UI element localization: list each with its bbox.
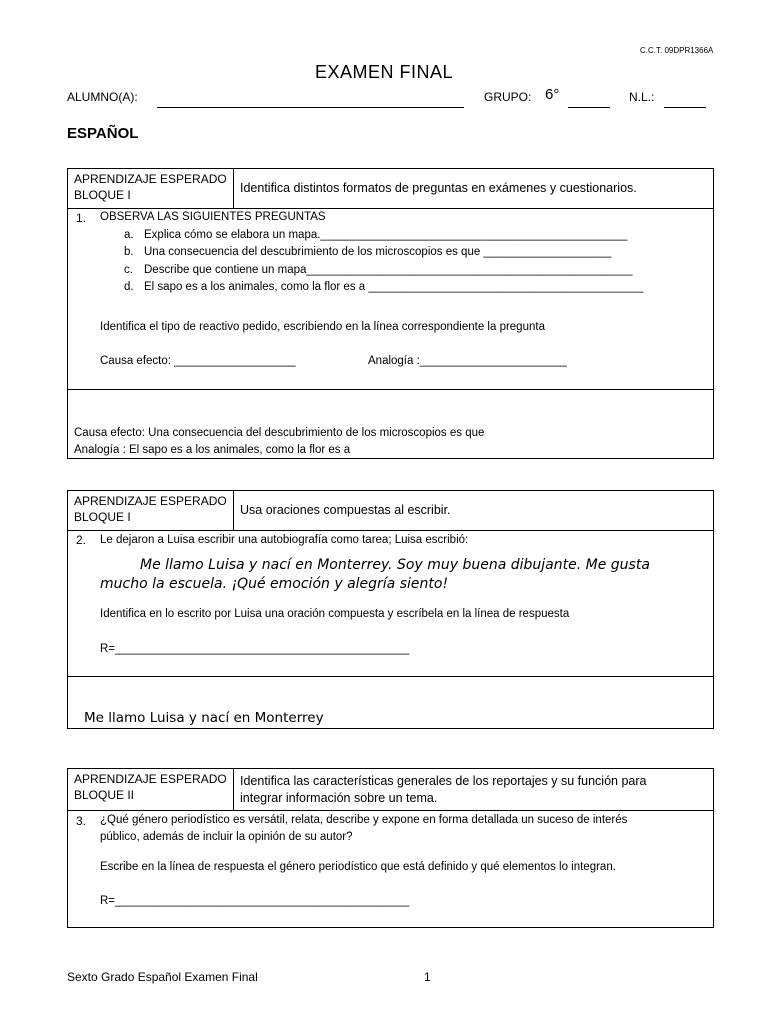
instruction-text: Identifica el tipo de reactivo pedido, escribiendo en la línea correspondiente la pregunta bbox=[100, 321, 545, 333]
option-text[interactable]: Explica cómo se elabora un mapa.________________________________________________ bbox=[144, 229, 628, 241]
question-prompt: ¿Qué género periodístico es versátil, relata, describe y expone en forma detallada un suceso de interés bbox=[100, 814, 628, 826]
learning-text: Identifica distintos formatos de preguntas en exámenes y cuestionarios. bbox=[240, 181, 637, 195]
page-title: EXAMEN FINAL bbox=[314, 62, 454, 82]
answer-line: Analogía : El sapo es a los animales, como la flor es a bbox=[74, 444, 351, 456]
option-text[interactable]: El sapo es a los animales, como la flor es a ___________________________________________ bbox=[144, 281, 644, 293]
instruction-text: Identifica en lo escrito por Luisa una oración compuesta y escríbela en la línea de respuesta bbox=[100, 608, 570, 620]
option-letter: d. bbox=[124, 281, 134, 293]
group-value: 6° bbox=[545, 86, 560, 103]
quote-line: Me llamo Luisa y nací en Monterrey. Soy muy buena dibujante. Me gusta bbox=[140, 557, 650, 573]
answer-text: Me llamo Luisa y nací en Monterrey bbox=[84, 710, 324, 726]
analogy-line[interactable]: Analogía :_______________________ bbox=[368, 355, 567, 367]
question-number: 2. bbox=[76, 533, 87, 547]
option-letter: c. bbox=[124, 264, 133, 276]
student-name-line[interactable] bbox=[157, 107, 464, 108]
learning-header bbox=[68, 769, 234, 810]
school-code: C.C.T. 09DPR1366A bbox=[640, 46, 714, 55]
learning-label: APRENDIZAJE ESPERADO bbox=[74, 772, 227, 786]
block-label: BLOQUE I bbox=[74, 510, 131, 524]
cause-effect-line[interactable]: Causa efecto: ___________________ bbox=[100, 355, 296, 367]
learning-label: APRENDIZAJE ESPERADO bbox=[74, 494, 227, 508]
learning-label: APRENDIZAJE ESPERADO bbox=[74, 172, 227, 186]
learning-header bbox=[68, 491, 234, 530]
footer-text: Sexto Grado Español Examen Final bbox=[67, 970, 258, 984]
list-number-label: N.L.: bbox=[629, 90, 655, 104]
learning-text: Usa oraciones compuestas al escribir. bbox=[240, 503, 451, 517]
question-number: 1. bbox=[76, 211, 87, 225]
answer-line: Causa efecto: Una consecuencia del descubrimiento de los microscopios es que bbox=[74, 427, 485, 439]
question-prompt: OBSERVA LAS SIGUIENTES PREGUNTAS bbox=[100, 211, 326, 223]
page-number: 1 bbox=[424, 970, 431, 984]
response-line[interactable]: R=______________________________________________ bbox=[100, 895, 410, 907]
block-label: BLOQUE I bbox=[74, 188, 131, 202]
list-number-line[interactable] bbox=[664, 107, 706, 108]
learning-text bbox=[234, 769, 713, 810]
question-block-3 bbox=[67, 768, 714, 928]
question-2 bbox=[68, 531, 713, 676]
instruction-text: Escribe en la línea de respuesta el género periodístico que está definido y qué elementos lo integran. bbox=[100, 861, 616, 873]
question-1 bbox=[68, 209, 713, 389]
option-letter: a. bbox=[124, 229, 134, 241]
block-label: BLOQUE II bbox=[74, 788, 135, 802]
answer-area-2 bbox=[68, 676, 713, 730]
learning-text-line: integrar información sobre un tema. bbox=[240, 790, 438, 805]
group-line[interactable] bbox=[568, 107, 610, 108]
option-letter: b. bbox=[124, 246, 134, 258]
question-number: 3. bbox=[76, 814, 87, 828]
option-text[interactable]: Una consecuencia del descubrimiento de los microscopios es que ____________________ bbox=[144, 246, 612, 258]
question-prompt: público, además de incluir la opinión de su autor? bbox=[100, 831, 353, 843]
learning-text-line: Identifica las características generales de los reportajes y su función para bbox=[240, 773, 647, 788]
question-block-1 bbox=[67, 168, 714, 459]
group-label: GRUPO: bbox=[484, 90, 532, 104]
subject-title: ESPAÑOL bbox=[67, 125, 139, 142]
student-label: ALUMNO(A): bbox=[67, 90, 138, 104]
question-prompt: Le dejaron a Luisa escribir una autobiografía como tarea; Luisa escribió: bbox=[100, 534, 469, 546]
learning-header bbox=[68, 169, 234, 208]
question-block-2 bbox=[67, 490, 714, 729]
answer-area-1 bbox=[68, 389, 713, 460]
quote-line: mucho la escuela. ¡Qué emoción y alegría siento! bbox=[100, 576, 449, 592]
response-line[interactable]: R=______________________________________________ bbox=[100, 643, 410, 655]
option-text[interactable]: Describe que contiene un mapa___________________________________________________ bbox=[144, 264, 633, 276]
question-3 bbox=[68, 811, 713, 927]
